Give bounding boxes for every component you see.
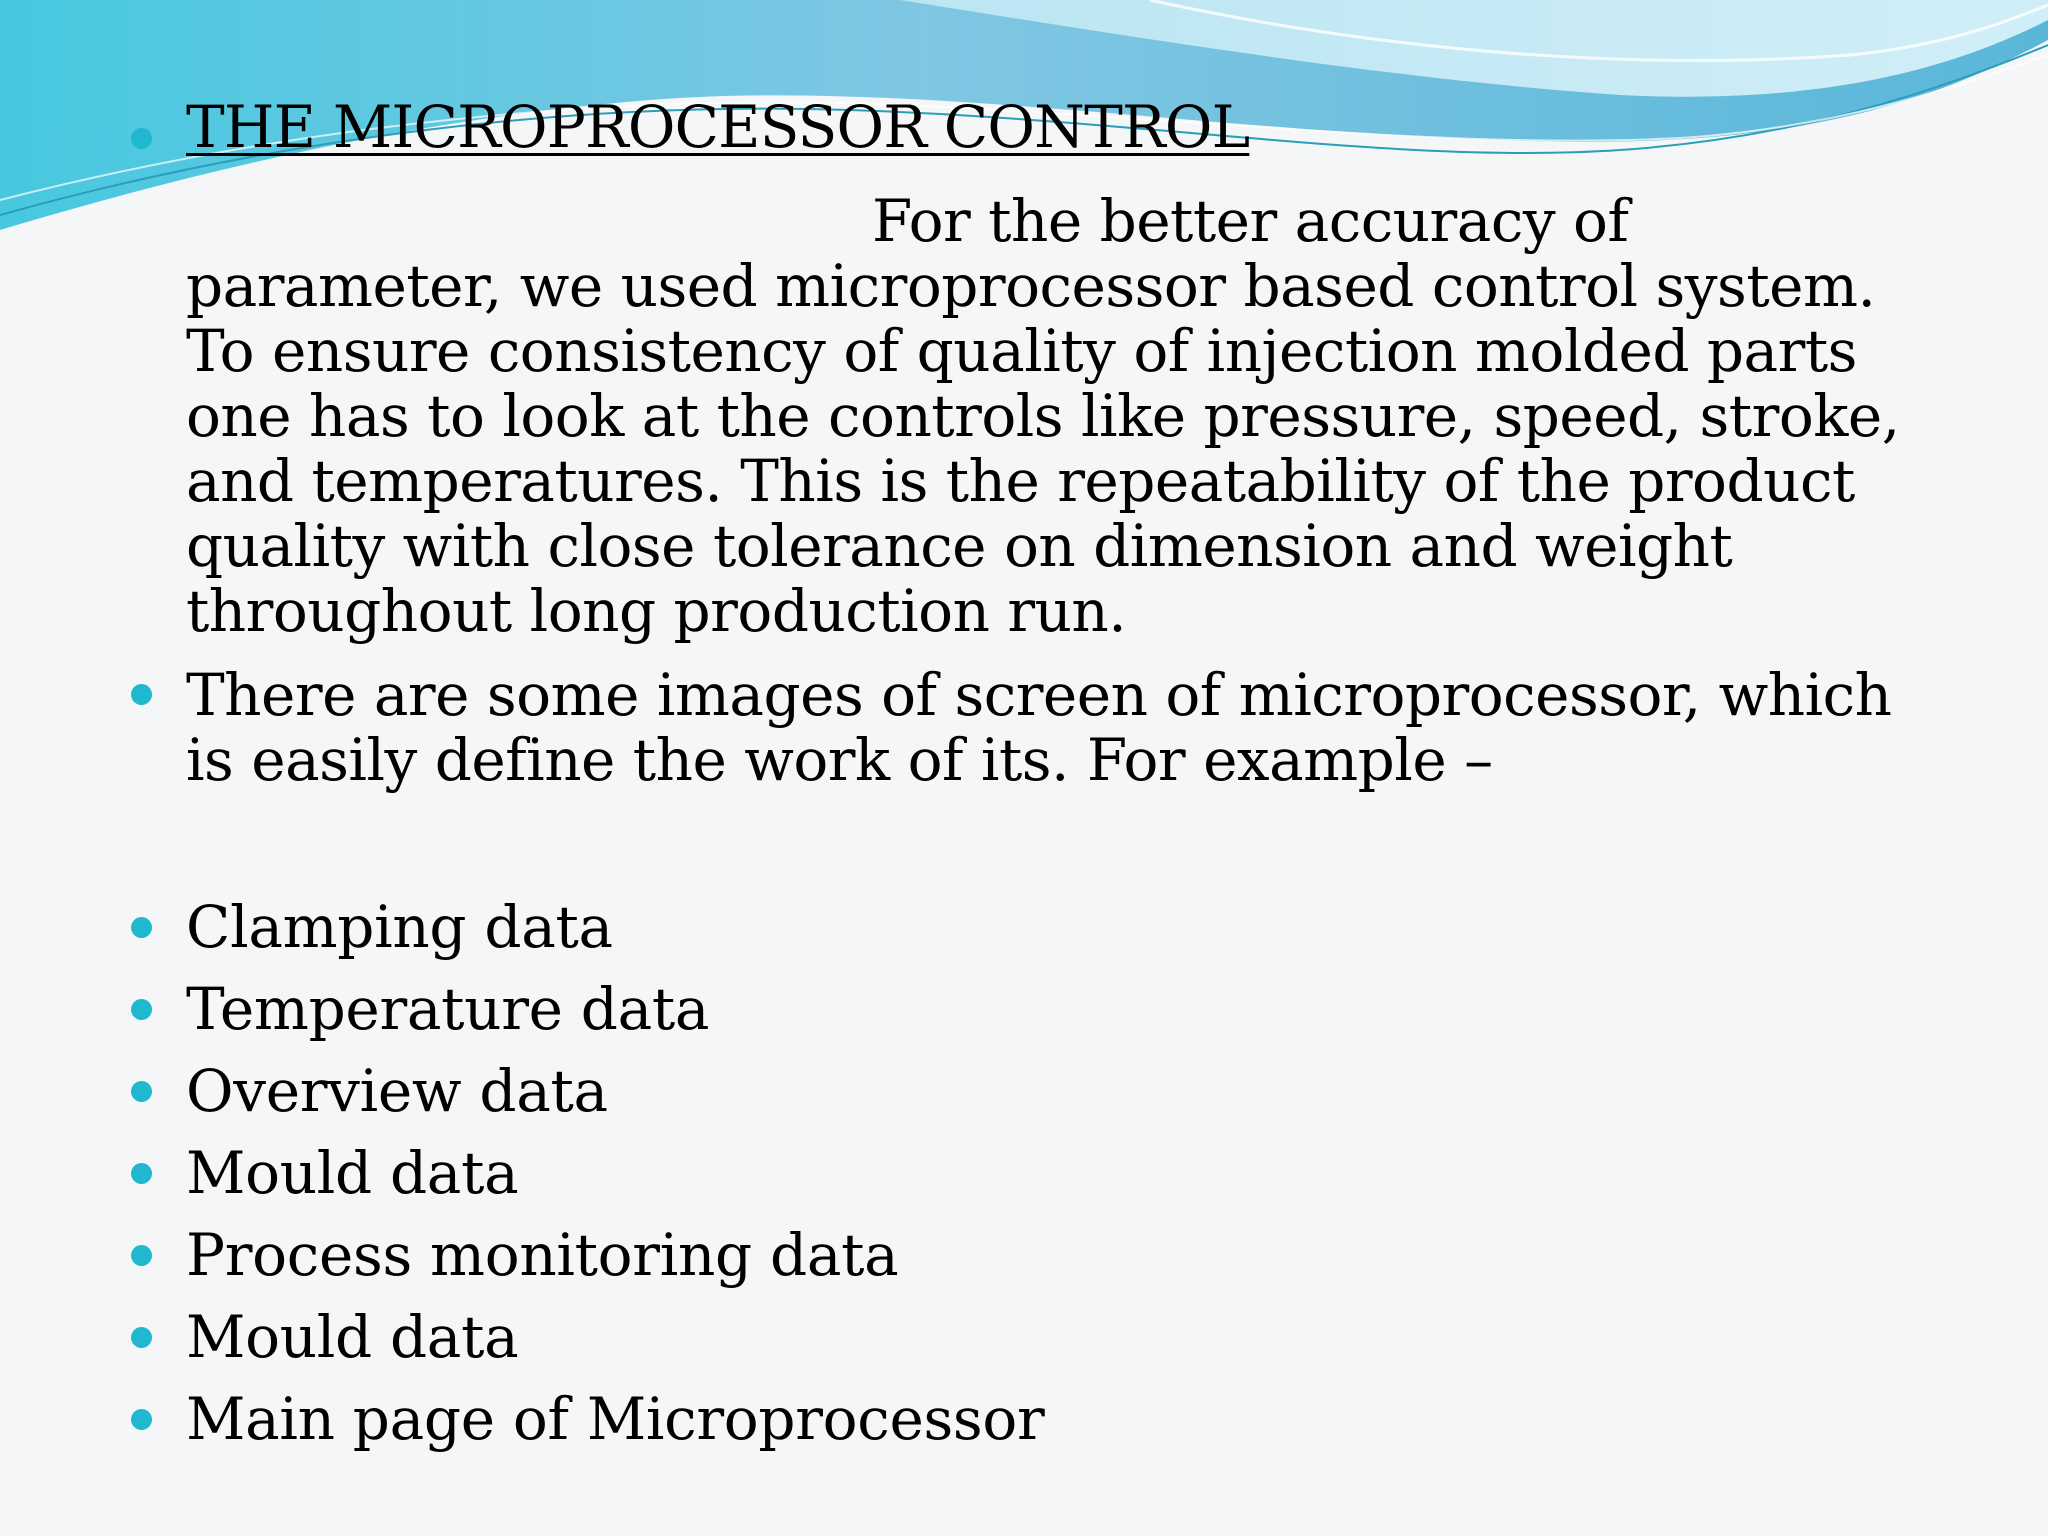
list-item: Overview data — [186, 1057, 608, 1125]
paragraph-line: To ensure consistency of quality of injection molded parts — [186, 317, 1857, 385]
screens-intro-line: There are some images of screen of microprocessor, which — [186, 661, 1892, 729]
bullet-icon — [131, 1409, 152, 1430]
paragraph-line: parameter, we used microprocessor based control system. — [186, 252, 1876, 320]
paragraph-line: For the better accuracy of — [872, 187, 1629, 255]
bullet-icon — [131, 1163, 152, 1184]
paragraph-line: and temperatures. This is the repeatability of the product — [186, 447, 1855, 515]
list-item: Process monitoring data — [186, 1221, 899, 1289]
list-item: Mould data — [186, 1139, 519, 1207]
list-item: Temperature data — [186, 975, 710, 1043]
screens-intro-line: is easily define the work of its. For example – — [186, 726, 1493, 794]
slide-title: THE MICROPROCESSOR CONTROL — [186, 93, 1250, 161]
list-item: Clamping data — [186, 893, 613, 961]
paragraph-line: throughout long production run. — [186, 577, 1127, 645]
bullet-icon — [131, 128, 152, 149]
bullet-icon — [131, 1245, 152, 1266]
bullet-icon — [131, 917, 152, 938]
bullet-icon — [131, 1081, 152, 1102]
list-item: Main page of Microprocessor — [186, 1385, 1045, 1453]
paragraph-line: one has to look at the controls like pressure, speed, stroke, — [186, 382, 1900, 450]
paragraph-line: quality with close tolerance on dimension and weight — [186, 512, 1733, 580]
list-item: Mould data — [186, 1303, 519, 1371]
bullet-icon — [131, 1327, 152, 1348]
bullet-icon — [131, 999, 152, 1020]
bullet-icon — [131, 684, 152, 705]
